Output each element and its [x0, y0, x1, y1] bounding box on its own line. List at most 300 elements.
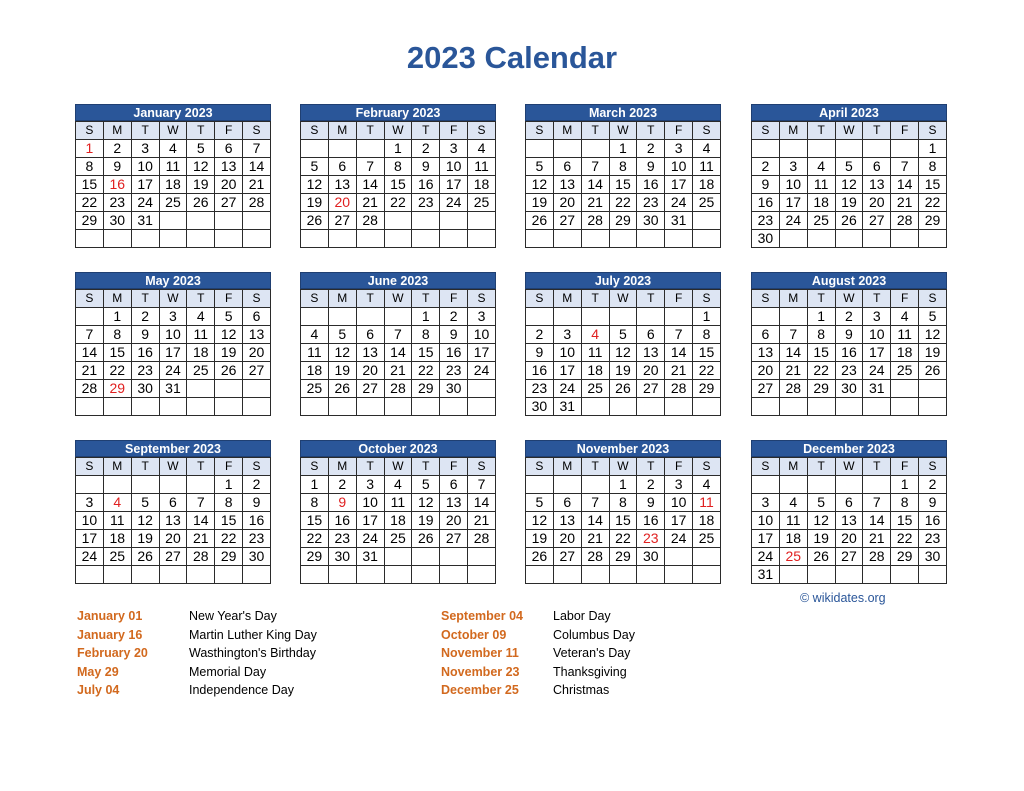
weekday-label: T — [807, 122, 835, 140]
empty-day-cell — [637, 398, 665, 416]
day-cell: 7 — [187, 494, 215, 512]
day-cell: 13 — [553, 512, 581, 530]
day-cell: 16 — [440, 344, 468, 362]
weekday-label: F — [215, 458, 243, 476]
empty-day-cell — [187, 476, 215, 494]
weekday-label: S — [526, 290, 554, 308]
empty-day-cell — [637, 308, 665, 326]
day-cell: 12 — [131, 512, 159, 530]
week-row — [76, 158, 271, 176]
week-row — [752, 362, 947, 380]
day-cell: 21 — [468, 512, 496, 530]
day-cell: 14 — [243, 158, 271, 176]
day-cell: 11 — [384, 494, 412, 512]
week-row — [526, 398, 721, 416]
day-cell: 10 — [131, 158, 159, 176]
day-cell: 25 — [159, 194, 187, 212]
day-cell: 14 — [581, 176, 609, 194]
day-cell: 12 — [328, 344, 356, 362]
empty-day-cell — [553, 566, 581, 584]
day-cell: 16 — [919, 512, 947, 530]
day-cell: 15 — [76, 176, 104, 194]
day-cell: 22 — [609, 530, 637, 548]
empty-day-cell — [891, 380, 919, 398]
weekday-label: T — [807, 458, 835, 476]
day-cell: 25 — [891, 362, 919, 380]
day-cell: 22 — [807, 362, 835, 380]
empty-day-cell — [384, 398, 412, 416]
holiday-date: January 01 — [77, 609, 143, 623]
day-cell: 26 — [412, 530, 440, 548]
day-cell: 5 — [328, 326, 356, 344]
empty-day-cell — [243, 566, 271, 584]
day-cell: 9 — [835, 326, 863, 344]
day-cell: 21 — [581, 530, 609, 548]
day-cell: 24 — [863, 362, 891, 380]
empty-day-cell — [440, 230, 468, 248]
month-table — [75, 121, 271, 248]
weekday-row — [301, 122, 496, 140]
empty-day-cell — [159, 398, 187, 416]
day-cell: 18 — [581, 362, 609, 380]
day-cell: 27 — [243, 362, 271, 380]
day-cell: 5 — [609, 326, 637, 344]
weekday-row — [752, 290, 947, 308]
day-cell: 17 — [752, 530, 780, 548]
empty-day-cell — [835, 398, 863, 416]
day-cell: 18 — [384, 512, 412, 530]
day-cell: 28 — [187, 548, 215, 566]
empty-day-cell — [384, 212, 412, 230]
empty-day-cell — [581, 566, 609, 584]
day-cell: 16 — [131, 344, 159, 362]
week-row — [526, 530, 721, 548]
day-cell: 17 — [159, 344, 187, 362]
day-cell: 24 — [440, 194, 468, 212]
day-cell: 18 — [807, 194, 835, 212]
empty-day-cell — [384, 548, 412, 566]
empty-day-cell — [553, 140, 581, 158]
week-row — [301, 566, 496, 584]
day-cell: 12 — [215, 326, 243, 344]
empty-day-cell — [159, 476, 187, 494]
day-cell: 3 — [76, 494, 104, 512]
week-row — [526, 326, 721, 344]
week-row — [752, 494, 947, 512]
weekday-label: W — [384, 458, 412, 476]
day-cell: 14 — [581, 512, 609, 530]
day-cell: 27 — [159, 548, 187, 566]
day-cell: 8 — [891, 494, 919, 512]
day-cell: 19 — [609, 362, 637, 380]
holiday-date: December 25 — [441, 683, 519, 698]
week-row — [752, 140, 947, 158]
day-cell: 6 — [440, 476, 468, 494]
empty-day-cell — [919, 230, 947, 248]
week-row — [301, 548, 496, 566]
day-cell: 27 — [863, 212, 891, 230]
week-row — [526, 308, 721, 326]
empty-day-cell — [384, 308, 412, 326]
week-row — [752, 512, 947, 530]
weekday-label: F — [891, 458, 919, 476]
month-calendar — [751, 104, 947, 248]
day-cell: 25 — [301, 380, 329, 398]
day-cell: 14 — [468, 494, 496, 512]
weekday-label: W — [609, 458, 637, 476]
empty-day-cell — [76, 398, 104, 416]
day-cell: 10 — [665, 158, 693, 176]
day-cell: 20 — [356, 362, 384, 380]
weekday-label: S — [693, 290, 721, 308]
day-cell: 21 — [581, 194, 609, 212]
empty-day-cell — [187, 380, 215, 398]
day-cell: 22 — [76, 194, 104, 212]
weekday-row — [301, 290, 496, 308]
day-cell: 4 — [468, 140, 496, 158]
empty-day-cell — [412, 230, 440, 248]
empty-day-cell — [752, 308, 780, 326]
day-cell: 15 — [301, 512, 329, 530]
day-cell: 8 — [919, 158, 947, 176]
day-cell: 21 — [384, 362, 412, 380]
day-cell: 21 — [891, 194, 919, 212]
day-cell: 10 — [468, 326, 496, 344]
empty-day-cell — [243, 212, 271, 230]
day-cell: 20 — [752, 362, 780, 380]
empty-day-cell — [807, 140, 835, 158]
day-cell: 26 — [526, 212, 554, 230]
day-cell: 29 — [412, 380, 440, 398]
day-cell: 25 — [779, 548, 807, 566]
empty-day-cell — [581, 476, 609, 494]
month-table — [751, 121, 947, 248]
day-cell: 8 — [609, 494, 637, 512]
day-cell: 26 — [835, 212, 863, 230]
empty-day-cell — [412, 212, 440, 230]
day-cell: 26 — [919, 362, 947, 380]
day-cell: 22 — [215, 530, 243, 548]
empty-day-cell — [891, 566, 919, 584]
empty-day-cell — [863, 476, 891, 494]
month-table — [525, 121, 721, 248]
weekday-label: F — [665, 122, 693, 140]
day-cell: 6 — [752, 326, 780, 344]
week-row — [76, 362, 271, 380]
month-table — [75, 457, 271, 584]
weekday-row — [526, 290, 721, 308]
day-cell: 5 — [301, 158, 329, 176]
day-cell: 5 — [215, 308, 243, 326]
empty-day-cell — [159, 212, 187, 230]
empty-day-cell — [103, 398, 131, 416]
weekday-label: S — [301, 458, 329, 476]
empty-day-cell — [553, 230, 581, 248]
day-cell: 11 — [693, 158, 721, 176]
weekday-label: W — [384, 290, 412, 308]
day-cell: 12 — [301, 176, 329, 194]
holiday-name: Martin Luther King Day — [189, 627, 317, 642]
day-cell: 15 — [609, 176, 637, 194]
empty-day-cell — [835, 476, 863, 494]
day-cell: 4 — [693, 476, 721, 494]
weekday-label: T — [412, 122, 440, 140]
day-cell: 2 — [243, 476, 271, 494]
day-cell: 26 — [301, 212, 329, 230]
day-cell: 26 — [187, 194, 215, 212]
day-cell: 30 — [752, 230, 780, 248]
weekday-label: S — [526, 458, 554, 476]
weekday-label: M — [553, 290, 581, 308]
day-cell: 9 — [103, 158, 131, 176]
day-cell: 12 — [807, 512, 835, 530]
day-cell: 10 — [665, 494, 693, 512]
month-table — [751, 457, 947, 584]
weekday-label: T — [187, 290, 215, 308]
day-cell: 29 — [609, 212, 637, 230]
empty-day-cell — [131, 566, 159, 584]
week-row — [76, 512, 271, 530]
day-cell: 17 — [553, 362, 581, 380]
month-table — [525, 289, 721, 416]
day-cell: 12 — [609, 344, 637, 362]
day-cell: 29 — [215, 548, 243, 566]
day-cell: 28 — [581, 212, 609, 230]
day-cell: 24 — [553, 380, 581, 398]
empty-day-cell — [215, 380, 243, 398]
day-cell: 23 — [637, 530, 665, 548]
day-cell: 4 — [581, 326, 609, 344]
empty-day-cell — [356, 566, 384, 584]
empty-day-cell — [526, 566, 554, 584]
empty-day-cell — [665, 230, 693, 248]
day-cell: 14 — [76, 344, 104, 362]
day-cell: 8 — [215, 494, 243, 512]
day-cell: 10 — [553, 344, 581, 362]
day-cell: 13 — [243, 326, 271, 344]
day-cell: 2 — [131, 308, 159, 326]
weekday-label: S — [243, 458, 271, 476]
empty-day-cell — [356, 398, 384, 416]
empty-day-cell — [159, 566, 187, 584]
week-row — [752, 194, 947, 212]
day-cell: 19 — [187, 176, 215, 194]
day-cell: 8 — [609, 158, 637, 176]
day-cell: 14 — [665, 344, 693, 362]
week-row — [301, 530, 496, 548]
empty-day-cell — [215, 212, 243, 230]
week-row — [301, 308, 496, 326]
empty-day-cell — [609, 398, 637, 416]
day-cell: 4 — [187, 308, 215, 326]
empty-day-cell — [468, 566, 496, 584]
day-cell: 13 — [440, 494, 468, 512]
holiday-date: November 23 — [441, 664, 520, 679]
page-title: 2023 Calendar — [406, 40, 618, 75]
day-cell: 23 — [328, 530, 356, 548]
empty-day-cell — [356, 230, 384, 248]
day-cell: 31 — [752, 566, 780, 584]
week-row — [526, 494, 721, 512]
day-cell: 3 — [863, 308, 891, 326]
day-cell: 20 — [863, 194, 891, 212]
day-cell: 20 — [215, 176, 243, 194]
week-row — [752, 158, 947, 176]
week-row — [752, 530, 947, 548]
day-cell: 18 — [891, 344, 919, 362]
week-row — [76, 494, 271, 512]
day-cell: 27 — [752, 380, 780, 398]
week-row — [76, 398, 271, 416]
day-cell: 19 — [526, 194, 554, 212]
month-calendar — [751, 272, 947, 416]
weekday-label: S — [693, 122, 721, 140]
day-cell: 15 — [807, 344, 835, 362]
day-cell: 28 — [356, 212, 384, 230]
holiday-name: New Year's Day — [189, 609, 277, 623]
day-cell: 29 — [891, 548, 919, 566]
week-row — [76, 548, 271, 566]
day-cell: 11 — [468, 158, 496, 176]
day-cell: 13 — [553, 176, 581, 194]
weekday-label: F — [440, 122, 468, 140]
weekday-label: F — [891, 122, 919, 140]
day-cell: 8 — [301, 494, 329, 512]
empty-day-cell — [159, 230, 187, 248]
weekday-label: F — [665, 290, 693, 308]
day-cell: 1 — [609, 140, 637, 158]
day-cell: 24 — [131, 194, 159, 212]
day-cell: 22 — [919, 194, 947, 212]
day-cell: 11 — [891, 326, 919, 344]
day-cell: 16 — [637, 512, 665, 530]
day-cell: 20 — [440, 512, 468, 530]
day-cell: 5 — [526, 158, 554, 176]
day-cell: 29 — [103, 380, 131, 398]
empty-day-cell — [412, 398, 440, 416]
day-cell: 24 — [356, 530, 384, 548]
weekday-label: M — [553, 122, 581, 140]
day-cell: 13 — [752, 344, 780, 362]
empty-day-cell — [384, 566, 412, 584]
day-cell: 20 — [553, 194, 581, 212]
day-cell: 9 — [440, 326, 468, 344]
day-cell: 9 — [131, 326, 159, 344]
empty-day-cell — [301, 230, 329, 248]
day-cell: 18 — [693, 512, 721, 530]
day-cell: 6 — [637, 326, 665, 344]
month-header: January 2023 — [75, 104, 271, 121]
week-row — [301, 158, 496, 176]
holiday-name: Memorial Day — [189, 664, 267, 679]
month-table — [75, 289, 271, 416]
weekday-label: T — [356, 122, 384, 140]
empty-day-cell — [440, 548, 468, 566]
weekday-label: M — [553, 458, 581, 476]
empty-day-cell — [103, 230, 131, 248]
day-cell: 16 — [328, 512, 356, 530]
day-cell: 2 — [752, 158, 780, 176]
day-cell: 7 — [76, 326, 104, 344]
empty-day-cell — [835, 230, 863, 248]
empty-day-cell — [835, 140, 863, 158]
empty-day-cell — [891, 140, 919, 158]
weekday-label: M — [328, 290, 356, 308]
week-row — [752, 566, 947, 584]
day-cell: 9 — [243, 494, 271, 512]
weekday-label: F — [215, 290, 243, 308]
week-row — [301, 476, 496, 494]
day-cell: 7 — [468, 476, 496, 494]
day-cell: 14 — [187, 512, 215, 530]
weekday-label: S — [752, 290, 780, 308]
day-cell: 26 — [328, 380, 356, 398]
day-cell: 17 — [440, 176, 468, 194]
week-row — [76, 344, 271, 362]
weekday-label: S — [76, 458, 104, 476]
empty-day-cell — [637, 566, 665, 584]
weekday-label: T — [356, 290, 384, 308]
day-cell: 3 — [440, 140, 468, 158]
day-cell: 22 — [412, 362, 440, 380]
day-cell: 7 — [581, 158, 609, 176]
month-calendar — [75, 104, 271, 248]
day-cell: 15 — [215, 512, 243, 530]
empty-day-cell — [103, 566, 131, 584]
day-cell: 21 — [779, 362, 807, 380]
month-table — [525, 457, 721, 584]
empty-day-cell — [468, 548, 496, 566]
empty-day-cell — [779, 140, 807, 158]
day-cell: 17 — [356, 512, 384, 530]
day-cell: 22 — [891, 530, 919, 548]
day-cell: 7 — [356, 158, 384, 176]
day-cell: 25 — [807, 212, 835, 230]
day-cell: 1 — [919, 140, 947, 158]
day-cell: 4 — [159, 140, 187, 158]
day-cell: 30 — [103, 212, 131, 230]
day-cell: 12 — [526, 512, 554, 530]
day-cell: 7 — [384, 326, 412, 344]
week-row — [301, 176, 496, 194]
empty-day-cell — [807, 230, 835, 248]
day-cell: 29 — [301, 548, 329, 566]
week-row — [76, 308, 271, 326]
day-cell: 4 — [891, 308, 919, 326]
weekday-label: S — [919, 290, 947, 308]
day-cell: 3 — [665, 140, 693, 158]
weekday-label: T — [187, 122, 215, 140]
empty-day-cell — [103, 476, 131, 494]
day-cell: 20 — [553, 530, 581, 548]
week-row — [76, 230, 271, 248]
month-header: November 2023 — [525, 440, 721, 457]
empty-day-cell — [131, 398, 159, 416]
day-cell: 22 — [384, 194, 412, 212]
month-calendar — [300, 272, 496, 416]
weekday-label: T — [807, 290, 835, 308]
day-cell: 14 — [863, 512, 891, 530]
empty-day-cell — [328, 566, 356, 584]
empty-day-cell — [891, 398, 919, 416]
weekday-label: M — [328, 122, 356, 140]
day-cell: 13 — [159, 512, 187, 530]
day-cell: 30 — [637, 548, 665, 566]
holiday-date: July 04 — [77, 683, 120, 698]
weekday-label: S — [919, 458, 947, 476]
day-cell: 10 — [752, 512, 780, 530]
day-cell: 1 — [103, 308, 131, 326]
